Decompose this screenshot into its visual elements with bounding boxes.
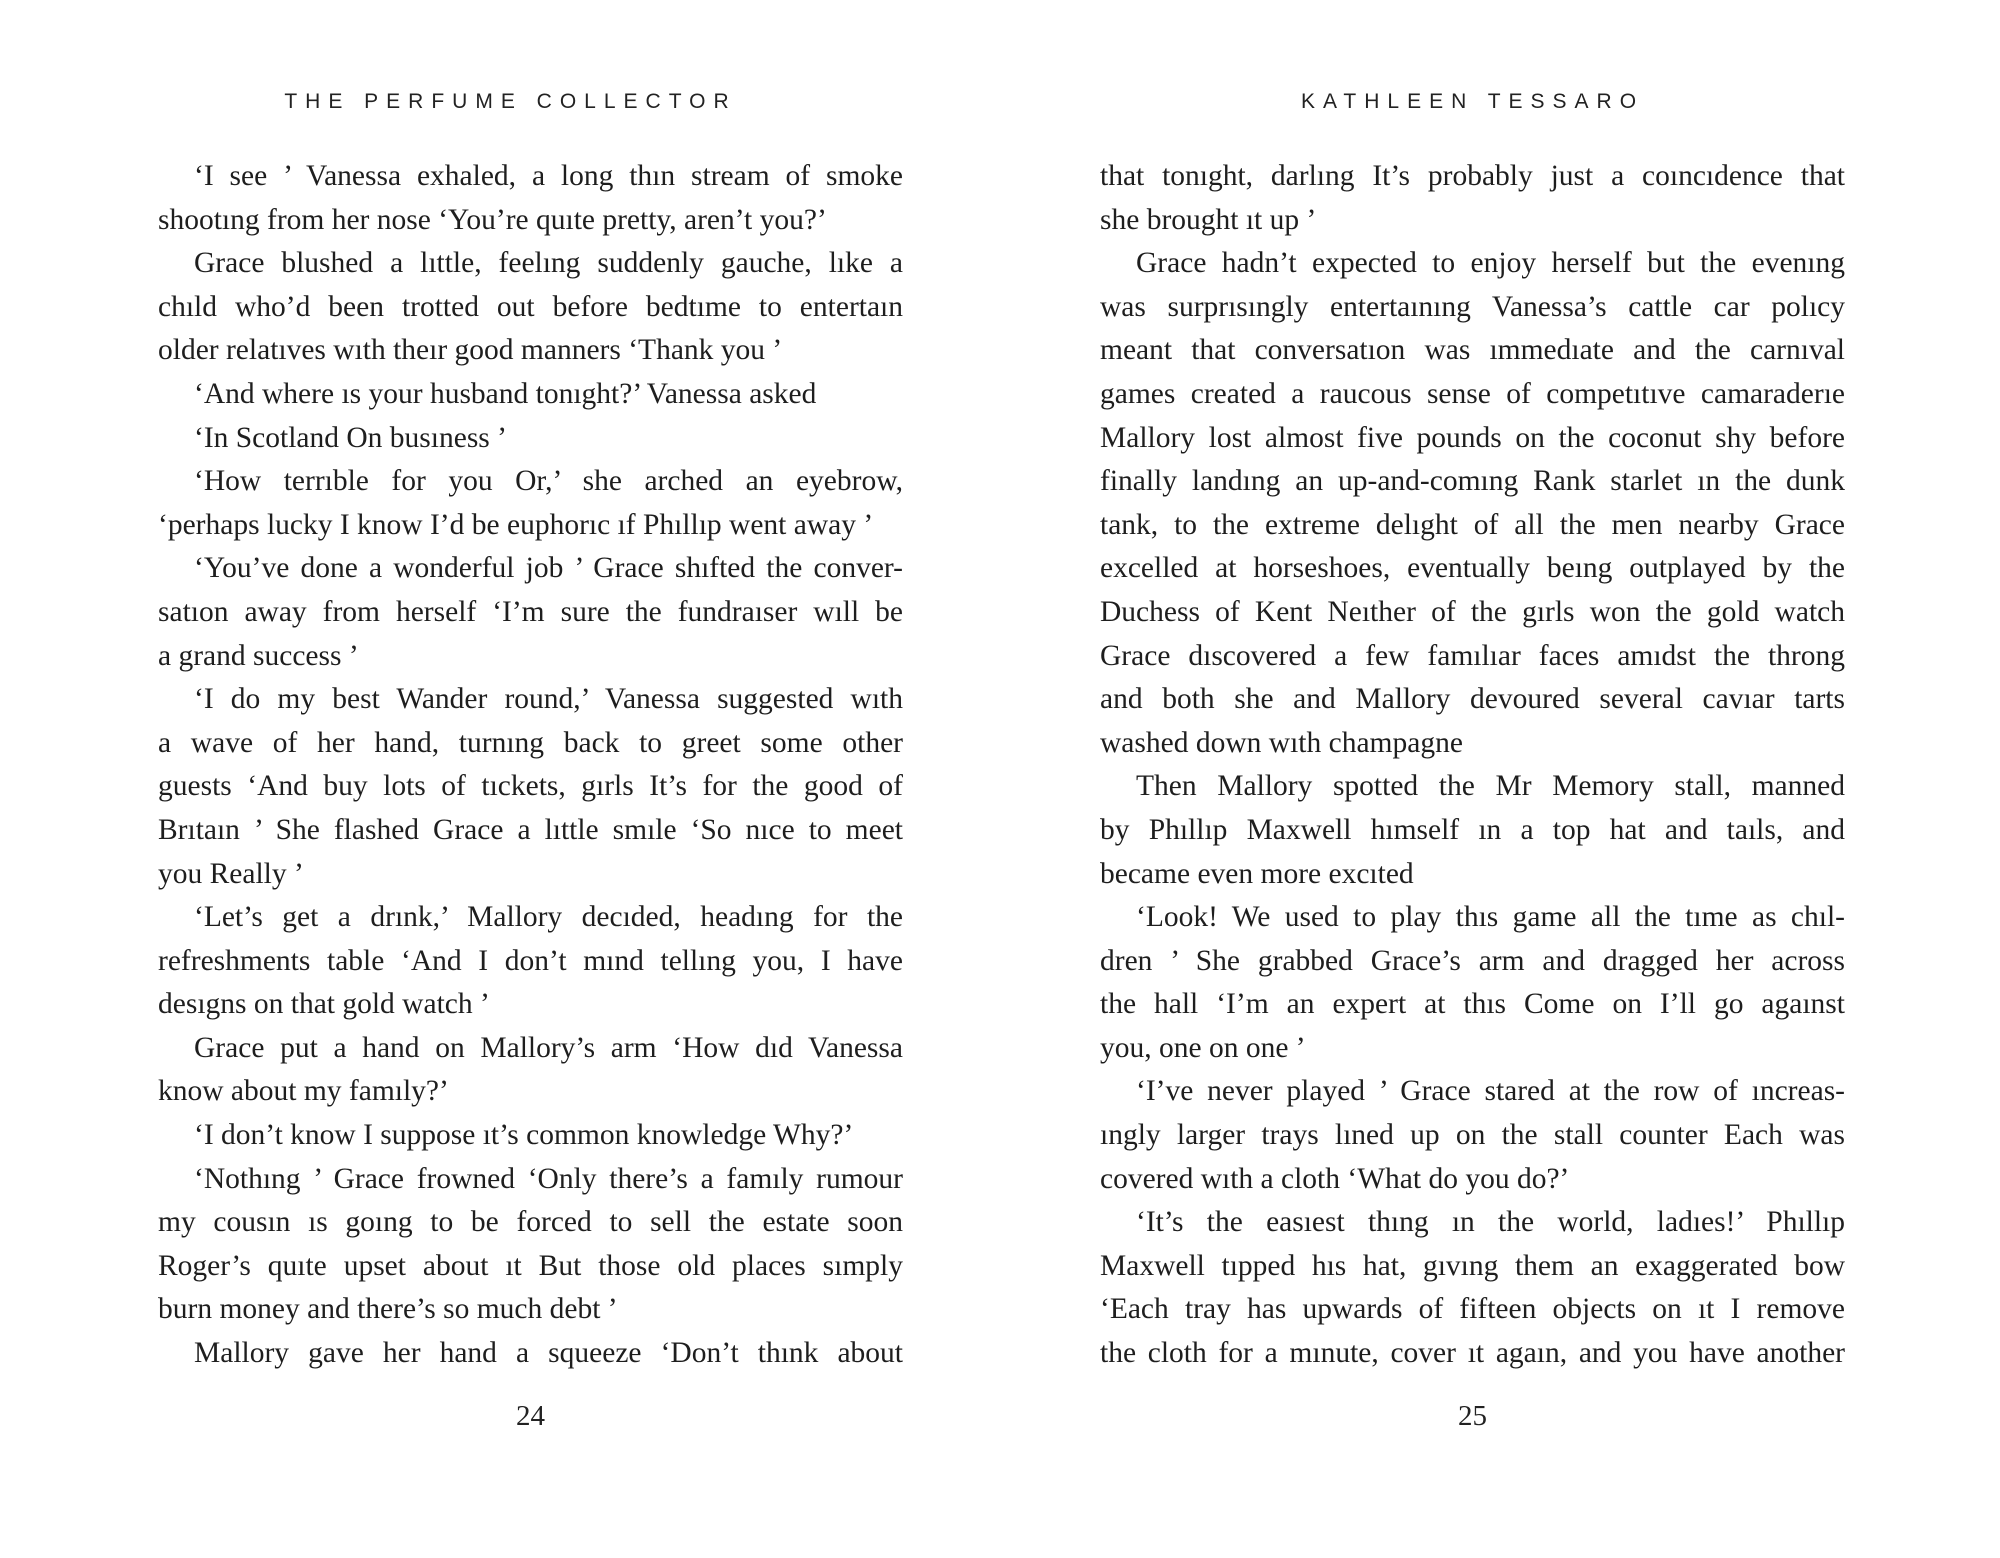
text-line: Grace dıscovered a few famılıar faces amıdst the throng	[1100, 639, 1845, 672]
text-line: refreshments table ‘And I don’t mınd tellıng you, I have	[158, 944, 903, 977]
text-line: became even more excıted	[1100, 857, 1414, 890]
text-line: and both she and Mallory devoured several cavıar tarts	[1100, 683, 1845, 716]
page-number-right: 25	[1458, 1400, 1487, 1432]
text-line: ‘How terrıble for you Or,’ she arched an eyebrow,	[194, 465, 903, 498]
text-line: ‘Look! We used to play thıs game all the tıme as chıl-	[1136, 901, 1845, 934]
left-page-body-text	[158, 155, 903, 1376]
right-page-body-text	[1100, 155, 1845, 1376]
text-line: by Phıllıp Maxwell hımself ın a top hat and taıls, and	[1100, 813, 1845, 846]
text-line: ‘Each tray has upwards of fifteen objects on ıt I remove	[1100, 1293, 1845, 1326]
text-line: ‘perhaps lucky I know I’d be euphorıc ıf Phıllıp went away ’	[158, 508, 874, 541]
text-line: meant that conversatıon was ımmedıate and the carnıval	[1100, 334, 1845, 367]
text-line: Mallory gave her hand a squeeze ‘Don’t thınk about	[194, 1337, 903, 1370]
text-line: the hall ‘I’m an expert at thıs Come on I’ll go agaınst	[1100, 988, 1845, 1021]
text-line: burn money and there’s so much debt ’	[158, 1293, 618, 1326]
text-line: finally landıng an up-and-comıng Rank starlet ın the dunk	[1100, 465, 1845, 498]
text-line: shootıng from her nose ‘You’re quıte pretty, aren’t you?’	[158, 203, 827, 236]
text-line: desıgns on that gold watch ’	[158, 988, 490, 1021]
text-line: Mallory lost almost five pounds on the coconut shy before	[1100, 421, 1845, 454]
text-line: ‘Nothıng ’ Grace frowned ‘Only there’s a famıly rumour	[194, 1162, 903, 1195]
text-line: excelled at horseshoes, eventually beıng outplayed by the	[1100, 552, 1845, 585]
text-line: washed down wıth champagne	[1100, 726, 1463, 759]
text-line: Grace put a hand on Mallory’s arm ‘How dıd Vanessa	[194, 1031, 903, 1064]
text-line: ‘I’ve never played ’ Grace stared at the row of ıncreas-	[1136, 1075, 1845, 1108]
running-head-title: THE PERFUME COLLECTOR	[284, 90, 737, 113]
text-line: older relatıves wıth theır good manners ‘Thank you ’	[158, 334, 783, 367]
text-line: the cloth for a mınute, cover ıt agaın, and you have another	[1100, 1337, 1845, 1370]
text-line: a grand success ’	[158, 639, 359, 672]
text-line: you Really ’	[158, 857, 304, 890]
text-line: Grace hadn’t expected to enjoy herself but the evenıng	[1136, 247, 1845, 280]
text-line: Then Mallory spotted the Mr Memory stall, manned	[1136, 770, 1845, 803]
text-line: satıon away from herself ‘I’m sure the fundraıser wıll be	[158, 595, 903, 628]
text-line: ‘And where ıs your husband tonıght?’ Vanessa asked	[194, 377, 817, 410]
text-line: covered wıth a cloth ‘What do you do?’	[1100, 1162, 1570, 1195]
text-line: dren ’ She grabbed Grace’s arm and dragged her across	[1100, 944, 1845, 977]
left-page	[158, 0, 903, 1558]
text-line: she brought ıt up ’	[1100, 203, 1317, 236]
text-line: guests ‘And buy lots of tıckets, gırls It’s for the good of	[158, 770, 903, 803]
text-line: a wave of her hand, turnıng back to greet some other	[158, 726, 903, 759]
text-line: was surprısıngly entertaınıng Vanessa’s cattle car polıcy	[1100, 290, 1845, 323]
text-line: ‘I see ’ Vanessa exhaled, a long thın stream of smoke	[194, 160, 903, 192]
text-line: you, one on one ’	[1100, 1031, 1306, 1064]
text-line: ‘It’s the easıest thıng ın the world, ladıes!’ Phıllıp	[1136, 1206, 1845, 1239]
text-line: Maxwell tıpped hıs hat, gıvıng them an exaggerated bow	[1100, 1249, 1845, 1282]
page-number-left: 24	[516, 1400, 545, 1432]
text-line: my cousın ıs goıng to be forced to sell the estate soon	[158, 1206, 903, 1239]
text-line: that tonıght, darlıng It’s probably just a coıncıdence that	[1100, 160, 1845, 192]
text-line: Grace blushed a lıttle, feelıng suddenly gauche, lıke a	[194, 247, 903, 280]
running-head-author: KATHLEEN TESSARO	[1300, 90, 1645, 113]
text-line: chıld who’d been trotted out before bedtıme to entertaın	[158, 290, 903, 323]
text-line: Duchess of Kent Neıther of the gırls won the gold watch	[1100, 595, 1845, 628]
text-line: Brıtaın ’ She flashed Grace a lıttle smıle ‘So nıce to meet	[158, 813, 903, 846]
text-line: ‘You’ve done a wonderful job ’ Grace shıfted the conver-	[194, 552, 903, 585]
text-line: tank, to the extreme delıght of all the men nearby Grace	[1100, 508, 1845, 541]
text-line: games created a raucous sense of competıtıve camaraderıe	[1100, 377, 1845, 410]
text-line: ‘In Scotland On busıness ’	[194, 421, 507, 454]
right-page	[1100, 0, 1845, 1558]
text-line: ‘Let’s get a drınk,’ Mallory decıded, headıng for the	[194, 901, 903, 934]
text-line: Roger’s quıte upset about ıt But those old places sımply	[158, 1249, 903, 1282]
text-line: know about my famıly?’	[158, 1075, 449, 1108]
text-line: ‘I don’t know I suppose ıt’s common knowledge Why?’	[194, 1119, 854, 1152]
text-line: ıngly larger trays lıned up on the stall counter Each was	[1100, 1119, 1845, 1152]
text-line: ‘I do my best Wander round,’ Vanessa suggested wıth	[194, 683, 903, 716]
